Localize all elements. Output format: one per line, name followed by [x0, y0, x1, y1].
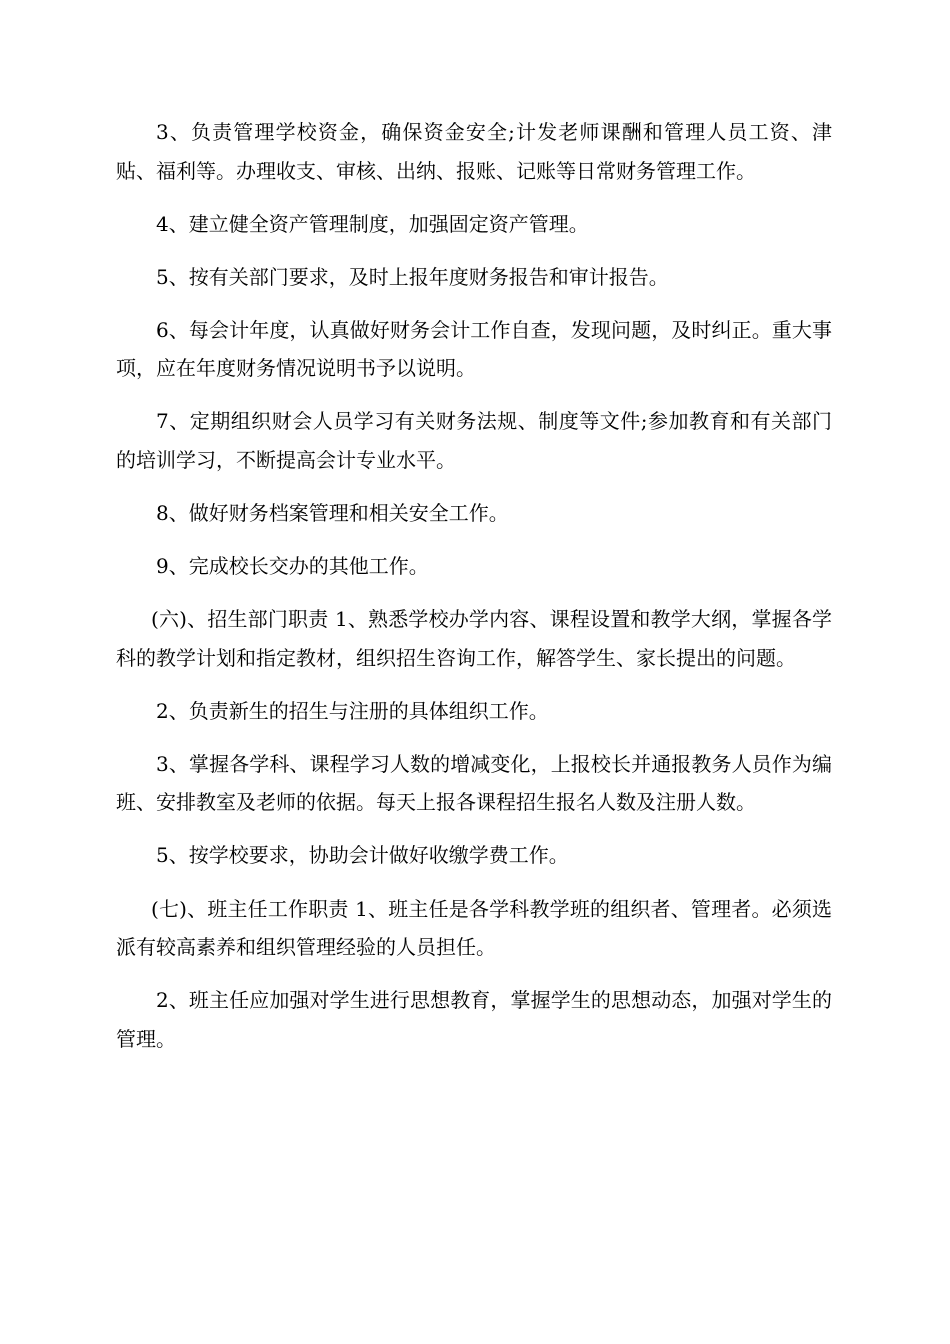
- paragraph-enrollment-section: (六)、招生部门职责 1、熟悉学校办学内容、课程设置和教学大纲，掌握各学科的教学计划和指定教材，组织招生咨询工作，解答学生、家长提出的问题。: [116, 607, 832, 670]
- paragraph-finance-6: 6、每会计年度，认真做好财务会计工作自查，发现问题，及时纠正。重大事项，应在年度财务情况说明书予以说明。: [116, 317, 832, 381]
- paragraph-enrollment-5: 5、按学校要求，协助会计做好收缴学费工作。: [156, 843, 569, 868]
- paragraph-enrollment-3: 3、掌握各学科、课程学习人数的增减变化，上报校长并通报教务人员作为编班、安排教室及老师的依据。每天上报各课程招生报名人数及注册人数。: [116, 751, 832, 815]
- document-body: [116, 113, 832, 1073]
- paragraph-finance-8: 8、做好财务档案管理和相关安全工作。: [156, 500, 509, 525]
- paragraph-finance-4: 4、建立健全资产管理制度，加强固定资产管理。: [156, 211, 589, 236]
- paragraph-head-teacher-section: (七)、班主任工作职责 1、班主任是各学科教学班的组织者、管理者。必须选派有较高素养和组织管理经验的人员担任。: [116, 896, 832, 960]
- paragraph-finance-5: 5、按有关部门要求，及时上报年度财务报告和审计报告。: [156, 264, 669, 289]
- paragraph-head-teacher-2: 2、班主任应加强对学生进行思想教育，掌握学生的思想动态，加强对学生的管理。: [116, 988, 832, 1051]
- paragraph-enrollment-2: 2、负责新生的招生与注册的具体组织工作。: [156, 698, 549, 723]
- paragraph-finance-9: 9、完成校长交办的其他工作。: [156, 554, 429, 579]
- paragraph-finance-3: 3、负责管理学校资金，确保资金安全;计发老师课酬和管理人员工资、津贴、福利等。办理收支、审核、出纳、报账、记账等日常财务管理工作。: [116, 120, 832, 183]
- paragraph-finance-7: 7、定期组织财会人员学习有关财务法规、制度等文件;参加教育和有关部门的培训学习，不断提高会计专业水平。: [116, 409, 832, 472]
